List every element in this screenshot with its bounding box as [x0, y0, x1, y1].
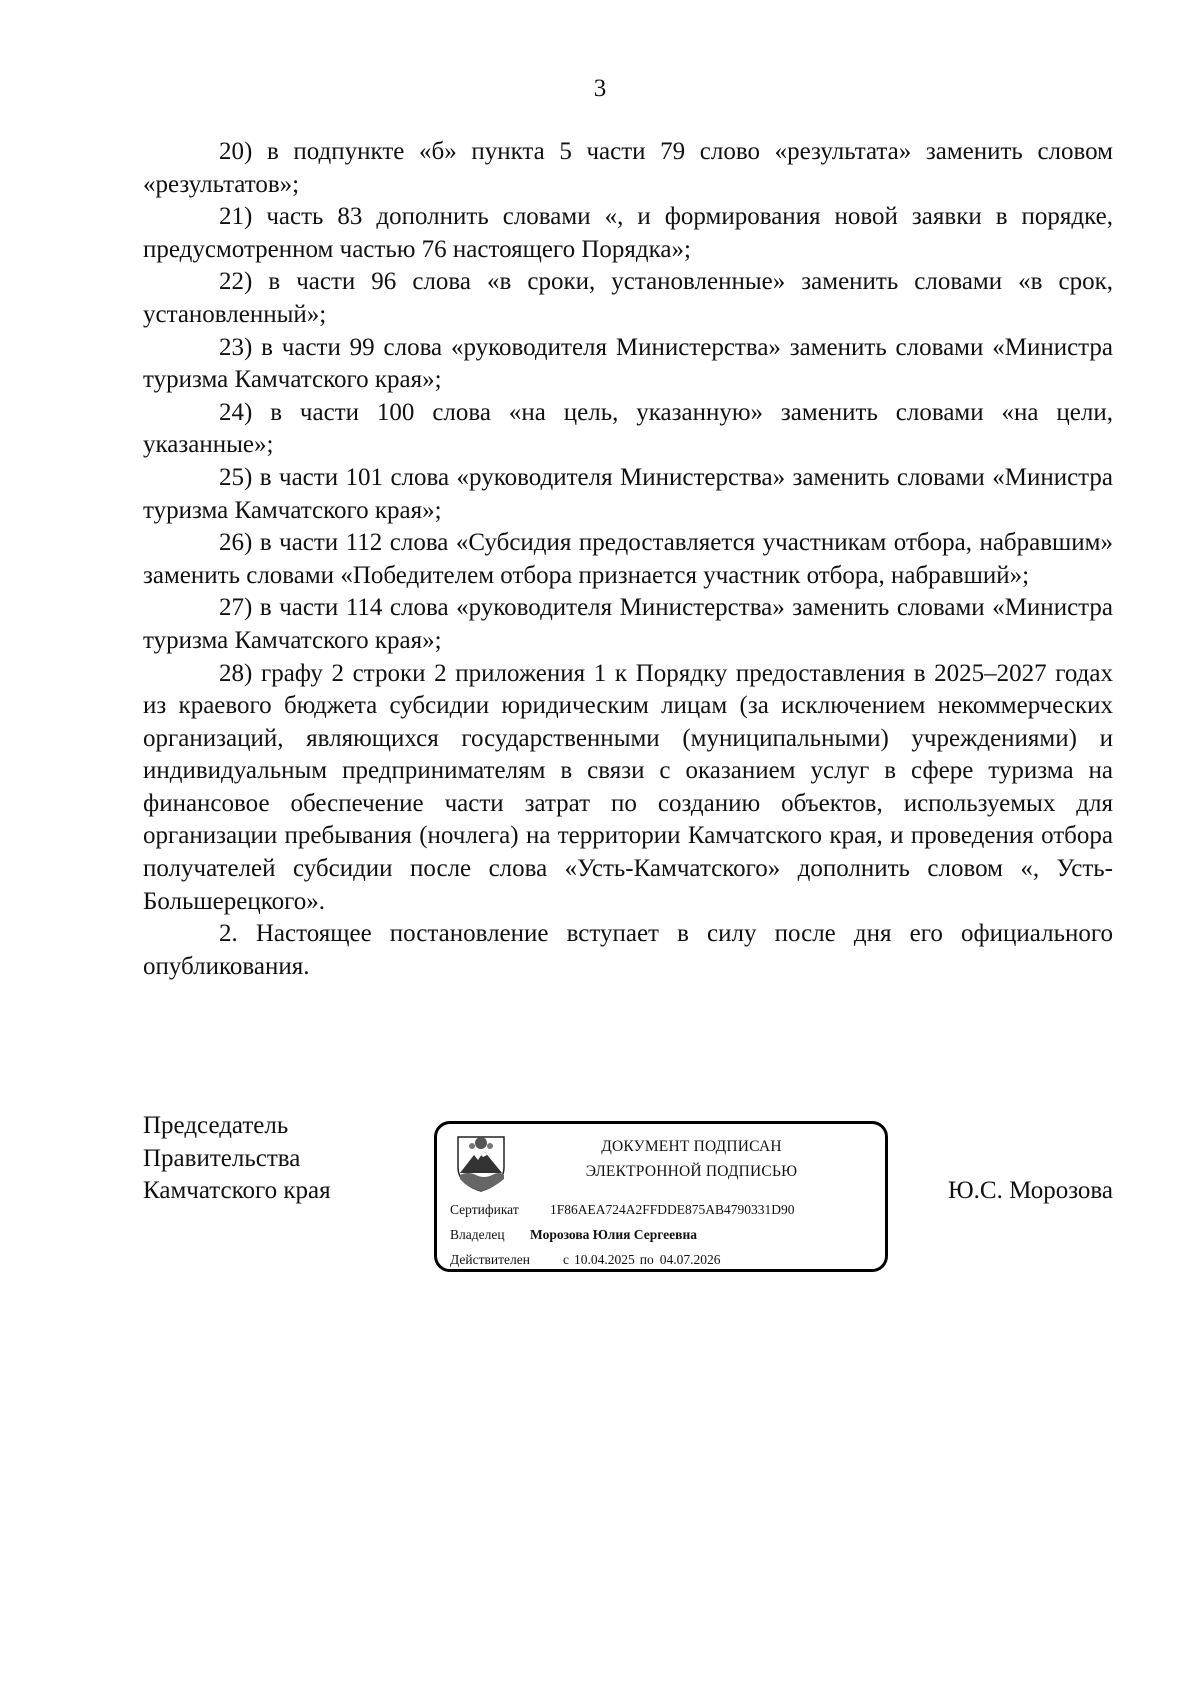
paragraph-item-27: 27) в части 114 слова «руководителя Министерства» заменить словами «Министра туризма Камчатского края»;: [143, 594, 1113, 654]
valid-to-prefix: по: [639, 1252, 654, 1267]
paragraph-item-24: 24) в части 100 слова «на цель, указанную» заменить словами «на цели, указанные»;: [143, 398, 1113, 459]
paragraph-item-21: 21) часть 83 дополнить словами «, и формирования новой заявки в порядке, предусмотренном частью 76 настоящего Порядка»;: [143, 203, 1113, 263]
stamp-title: [519, 1134, 864, 1184]
paragraph-item-25: 25) в части 101 слова «руководителя Министерства» заменить словами «Министра туризма Камчатского края»;: [143, 463, 1113, 524]
paragraph-item-28: 28) графу 2 строки 2 приложения 1 к Порядку предоставления в 2025–2027 годах из краевого бюджета субсидии юридическим лицам (за исключением некоммерческих организаций, являющихся государственными (муниципальными) учреждениями) и индивидуальным предпринимателям в связи с оказанием услуг в сфере туризма на финансовое обеспечение части затрат по созданию объектов, используемых для организации пребывания (ночлега) на территории Камчатского края, и проведения отбора получателей субсидии после слова «Усть-Камчатского» дополнить словом «, Усть-Большерецкого».: [143, 659, 1113, 915]
signer-position-line: Председатель: [143, 1112, 289, 1139]
certificate-value: 1F86AEA724A2FFDDE875AB4790331D90: [550, 1202, 795, 1217]
valid-to-date: 04.07.2026: [659, 1252, 721, 1267]
signer-name: Ю.С. Морозова: [947, 1177, 1113, 1204]
document-body: [143, 136, 1113, 983]
paragraph-item-23: 23) в части 99 слова «руководителя Министерства» заменить словами «Министра туризма Камчатского края»;: [143, 333, 1113, 394]
paragraph-item-20: 20) в подпункте «б» пункта 5 части 79 слово «результата» заменить словом «результатов»;: [143, 138, 1113, 198]
stamp-title-line: ДОКУМЕНТ ПОДПИСАН: [601, 1138, 782, 1155]
signature-block: [143, 1110, 1113, 1280]
signer-position-line: Камчатского края: [143, 1177, 331, 1205]
valid-label: Действителен: [450, 1252, 530, 1267]
stamp-title-line: ЭЛЕКТРОННОЙ ПОДПИСЬЮ: [585, 1163, 798, 1180]
paragraph-item-22: 22) в части 96 слова «в сроки, установленные» заменить словами «в срок, установленный»;: [143, 268, 1113, 328]
certificate-label: Сертификат: [450, 1202, 519, 1217]
signer-position-line: Правительства: [143, 1144, 301, 1172]
electronic-signature-stamp: [434, 1121, 888, 1272]
stamp-validity-row: [450, 1251, 720, 1269]
owner-value: Морозова Юлия Сергеевна: [530, 1227, 697, 1242]
stamp-owner-row: [450, 1226, 697, 1244]
kamchatka-coat-of-arms-icon: [450, 1133, 512, 1193]
signer-position: [143, 1110, 331, 1208]
paragraph-effective-date: 2. Настоящее постановление вступает в силу после дня его официального опубликования.: [143, 920, 1113, 980]
stamp-certificate-row: [450, 1201, 795, 1219]
valid-from-date: 10.04.2025: [574, 1252, 635, 1267]
valid-from-prefix: с: [563, 1252, 569, 1267]
paragraph-item-26: 26) в части 112 слова «Субсидия предоставляется участникам отбора, набравшим» заменить словами «Победителем отбора признается участник отбора, набравший»;: [143, 529, 1113, 589]
owner-label: Владелец: [450, 1227, 505, 1242]
page-number: 3: [593, 75, 607, 102]
